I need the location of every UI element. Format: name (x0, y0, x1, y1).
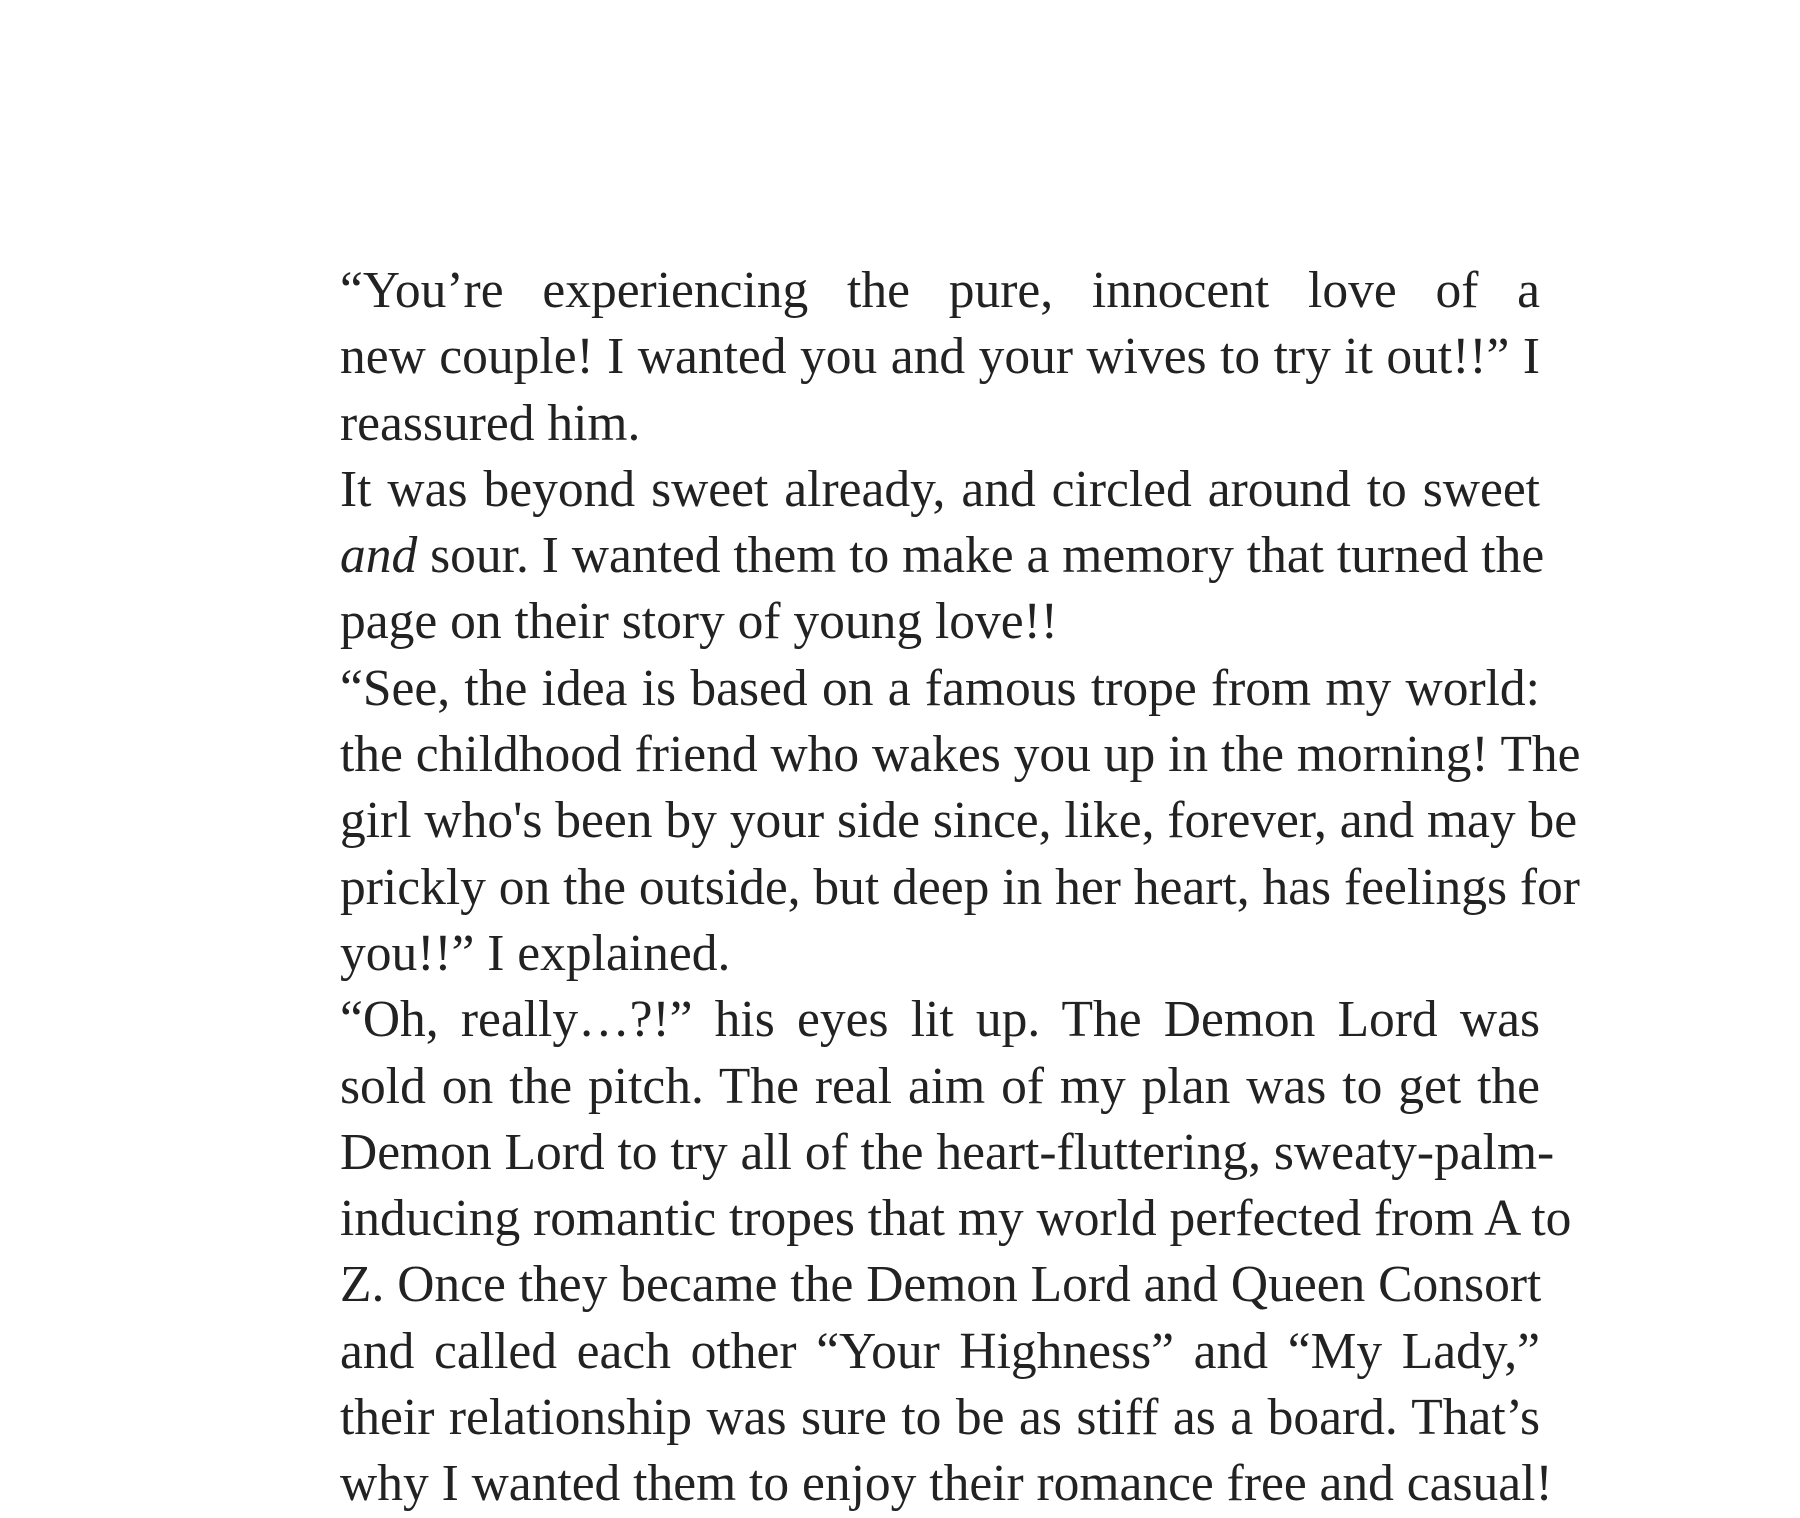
text-line: prickly on the outside, but deep in her heart, has feelings for (340, 858, 1580, 916)
text-line: new couple! I wanted you and your wives to try it out!!” I (340, 328, 1540, 386)
text-line: It was beyond sweet already, and circled around to sweet (340, 460, 1540, 518)
text-line: “See, the idea is based on a famous trope from my world: (340, 659, 1540, 717)
paragraph (250, 258, 1540, 457)
text-line: Demon Lord to try all of the heart-fluttering, sweaty-palm- (340, 1123, 1555, 1181)
text-line: you!!” I explained. (340, 924, 731, 982)
paragraph (250, 656, 1581, 987)
text-line: and called each other “Your Highness” and “My Lady,” (340, 1322, 1540, 1380)
text-line: “You’re experiencing the pure, innocent love of a (340, 262, 1540, 319)
text-line: the childhood friend who wakes you up in the morning! The (340, 726, 1581, 784)
text-line (250, 523, 1545, 589)
text-line: page on their story of young love!! (340, 593, 1058, 651)
body-text (250, 258, 1581, 1518)
paragraph (250, 987, 1572, 1517)
text-fragment: sour. I wanted them to make a memory that turned the (417, 527, 1545, 585)
text-line: girl who's been by your side since, like, forever, and may be (340, 792, 1578, 850)
text-line: inducing romantic tropes that my world perfected from A to (340, 1190, 1572, 1248)
text-line: their relationship was sure to be as stiff as a board. That’s (340, 1389, 1540, 1447)
text-line: sold on the pitch. The real aim of my plan was to get the (340, 1057, 1540, 1115)
italic-word: and (340, 527, 418, 585)
text-line: “Oh, really…?!” his eyes lit up. The Demon Lord was (340, 991, 1540, 1049)
paragraph (250, 457, 1545, 656)
text-line: reassured him. (340, 394, 641, 452)
text-line: Z. Once they became the Demon Lord and Queen Consort (340, 1256, 1542, 1314)
text-line: why I wanted them to enjoy their romance free and casual! (340, 1455, 1553, 1513)
